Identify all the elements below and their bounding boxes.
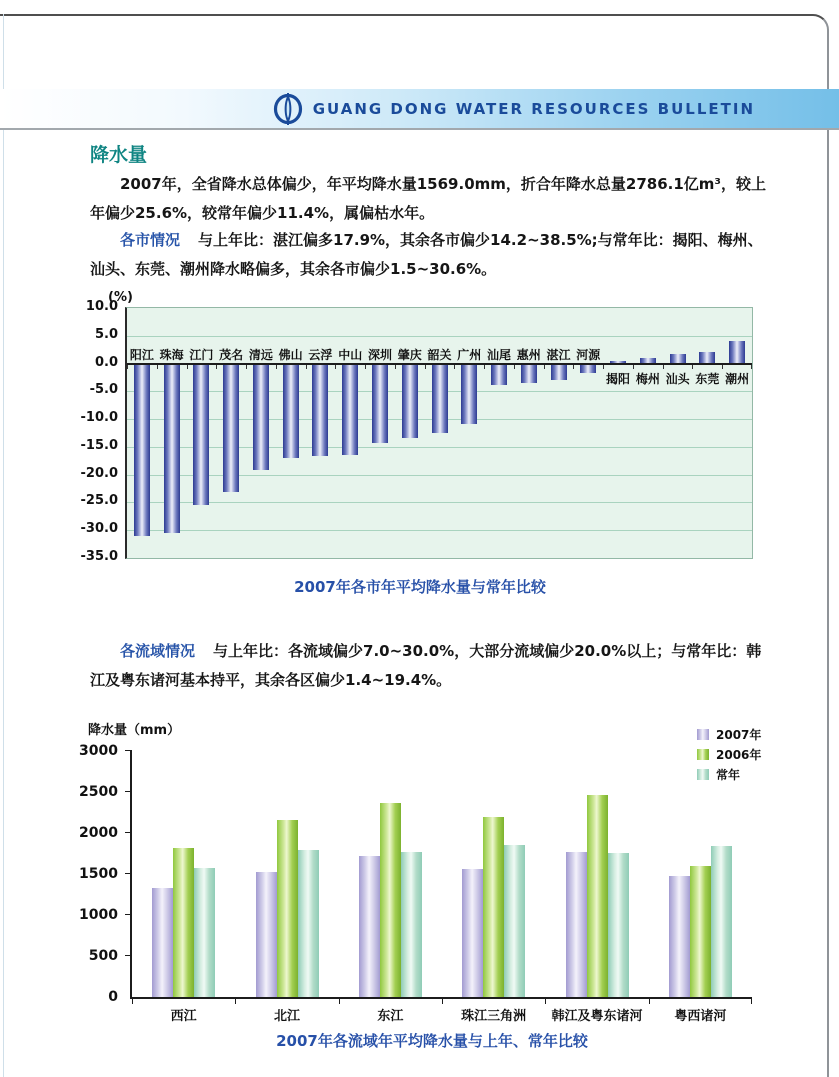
bar-label: 汕头 [665, 371, 690, 386]
bar-label: 韶关 [427, 347, 452, 362]
axis-tick [603, 365, 604, 369]
bar-label: 惠州 [516, 347, 541, 362]
bar [491, 365, 507, 385]
bar-label: 阳江 [129, 347, 154, 362]
axis-tick [454, 365, 455, 369]
axis-tick [276, 365, 277, 369]
bar-label: 清远 [248, 347, 273, 362]
bar [134, 365, 150, 537]
legend-label-2007: 2007年 [716, 727, 762, 742]
legend-item-2007 [697, 724, 761, 744]
legend-swatch-2006 [697, 749, 709, 760]
bar-label: 湛江 [546, 347, 571, 362]
bar [521, 365, 537, 384]
chart2-legend [697, 724, 761, 784]
bar-label: 梅州 [635, 371, 660, 386]
category-label: 韩江及粤东诸河 [551, 1009, 643, 1024]
axis-tick [663, 365, 664, 369]
axis-tick [365, 365, 366, 369]
y-tick-label: -25.0 [80, 493, 118, 509]
y-tick-label: 0.0 [94, 354, 118, 370]
bar-label: 云浮 [308, 347, 333, 362]
y-tick-label: 500 [88, 948, 118, 964]
chart1-title: 2007年各市年平均降水量与常年比较 [294, 578, 546, 596]
bar [253, 365, 269, 470]
bar-label: 肇庆 [397, 347, 422, 362]
legend-swatch-2007 [697, 729, 709, 740]
axis-tick [306, 365, 307, 369]
bar [283, 365, 299, 458]
y-tick-label: -10.0 [80, 410, 118, 426]
page-border-left [3, 14, 4, 1077]
y-tick-label: 1000 [79, 907, 118, 923]
bar-label: 揭阳 [606, 371, 631, 386]
bar [342, 365, 358, 455]
legend-label-normal: 常年 [716, 767, 741, 782]
basins-situation-text: 与上年比：各流域偏少7.0~30.0%，大部分流域偏少20.0%以上；与常年比：韩江及粤东诸河基本持平，其余各区偏少1.4~19.4%。 [90, 642, 762, 689]
axis-tick [722, 365, 723, 369]
chart2-y-axis-title: 降水量（mm） [88, 723, 181, 738]
bar-label: 佛山 [278, 347, 303, 362]
cities-situation-text: 与上年比：湛江偏多17.9%，其余各市偏少14.2~38.5%;与常年比：揭阳、梅州、汕头、东莞、潮州降水略偏多，其余各市偏少1.5~30.6%。 [90, 231, 763, 278]
gdwater-logo-icon [273, 93, 303, 125]
section-title: 降水量 [90, 144, 148, 166]
axis-tick [335, 365, 336, 369]
y-tick-label: 10.0 [85, 299, 118, 314]
axis-tick [514, 365, 515, 369]
category-label: 珠江三角洲 [461, 1009, 527, 1024]
axis-tick [157, 365, 158, 369]
axis-tick [425, 365, 426, 369]
legend-label-2006: 2006年 [716, 747, 762, 762]
bar [372, 365, 388, 444]
bar [551, 365, 567, 381]
bar [461, 365, 477, 424]
bar-label: 广州 [457, 347, 482, 362]
y-tick-label: -20.0 [80, 465, 118, 481]
y-tick-label: -5.0 [89, 382, 118, 398]
category-label: 东江 [377, 1009, 404, 1024]
bar-label: 河源 [576, 347, 601, 362]
axis-tick [633, 365, 634, 369]
zero-axis-line [127, 363, 752, 365]
y-tick-label: -35.0 [80, 549, 118, 564]
chart1-unit-label: (%) [108, 290, 133, 305]
axis-tick [573, 365, 574, 369]
legend-item-normal [697, 764, 761, 784]
y-tick-label: 5.0 [94, 326, 118, 342]
bulletin-title: GUANG DONG WATER RESOURCES BULLETIN [312, 99, 755, 118]
bar [223, 365, 239, 493]
y-tick-label: 2500 [79, 784, 118, 800]
bar-label: 中山 [338, 347, 363, 362]
bar-label: 茂名 [219, 347, 244, 362]
legend-swatch-normal [697, 769, 709, 780]
axis-tick [187, 365, 188, 369]
bar-label: 汕尾 [487, 347, 512, 362]
paragraph-overview-text: 2007年，全省降水总体偏少，年平均降水量1569.0mm，折合年降水总量2786.1亿m³，较上年偏少25.6%，较常年偏少11.4%，属偏枯水年。 [90, 175, 766, 222]
bar-label: 东莞 [695, 371, 720, 386]
y-tick-label: 3000 [79, 743, 118, 759]
bar-label: 珠海 [159, 347, 184, 362]
bar [164, 365, 180, 534]
axis-tick [127, 365, 128, 369]
bar [193, 365, 209, 506]
axis-tick [216, 365, 217, 369]
basins-situation-label: 各流域情况 [120, 642, 196, 660]
axis-tick [246, 365, 247, 369]
bar-label: 潮州 [725, 371, 750, 386]
axis-tick [395, 365, 396, 369]
y-tick-label: -15.0 [80, 437, 118, 453]
y-tick-label: -30.0 [80, 521, 118, 537]
category-label: 粤西诸河 [674, 1009, 727, 1024]
bar [580, 365, 596, 373]
bar [432, 365, 448, 434]
cities-situation-label: 各市情况 [120, 231, 181, 249]
category-label: 西江 [170, 1009, 197, 1024]
axis-tick [544, 365, 545, 369]
legend-item-2006 [697, 744, 761, 764]
page-border [0, 14, 829, 1077]
y-tick-label: 1500 [79, 866, 118, 882]
axis-tick [751, 365, 752, 369]
bar [312, 365, 328, 457]
bar-label: 深圳 [367, 347, 392, 362]
header-band [0, 89, 839, 130]
bar-label: 江门 [189, 347, 214, 362]
y-tick-label: 0 [108, 989, 118, 1005]
bar [402, 365, 418, 438]
axis-tick [692, 365, 693, 369]
axis-tick [484, 365, 485, 369]
bar [729, 341, 745, 363]
y-tick-label: 2000 [79, 825, 118, 841]
chart2-title: 2007年各流域年平均降水量与上年、常年比较 [276, 1032, 588, 1050]
category-label: 北江 [273, 1009, 300, 1024]
